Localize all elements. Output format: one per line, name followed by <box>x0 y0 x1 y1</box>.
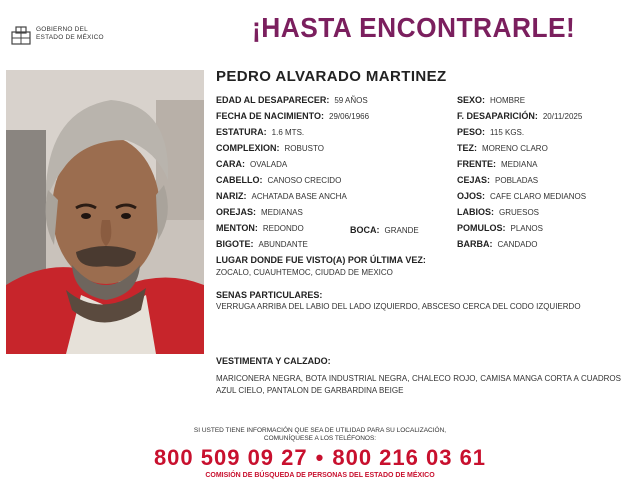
field-chin <box>216 223 304 233</box>
phone-separator: • <box>315 445 325 470</box>
commission-name: COMISIÓN DE BÚSQUEDA DE PERSONAS DEL ESTADO DE MÉXICO <box>205 472 435 479</box>
phone-number-1[interactable]: 800 509 09 27 <box>153 445 308 470</box>
distinguishing-marks-text: VERRUGA ARRIBA DEL LABIO DEL LADO IZQUIERDO, ABSCESO CERCA DEL CODO IZQUIERDO <box>216 302 581 311</box>
field-label: FECHA DE NACIMIENTO: <box>216 111 324 121</box>
field-label: MENTON: <box>216 223 258 233</box>
field-label: FRENTE: <box>457 159 496 169</box>
field-value: 59 AÑOS <box>334 96 368 105</box>
field-forehead <box>457 159 537 169</box>
headline: ¡HASTA ENCONTRARLE! <box>252 12 576 43</box>
field-label: BIGOTE: <box>216 239 254 249</box>
field-height <box>216 127 304 137</box>
field-value: CANDADO <box>497 240 538 249</box>
field-label: NARIZ: <box>216 191 247 201</box>
distinguishing-marks-title: SENAS PARTICULARES: <box>216 290 323 300</box>
field-age <box>216 95 368 105</box>
field-hair <box>216 175 341 185</box>
field-eyes <box>457 191 586 201</box>
phone-number-2[interactable]: 800 216 03 61 <box>332 445 487 470</box>
field-nose <box>216 191 347 201</box>
field-label: SEXO: <box>457 95 486 105</box>
field-value: 1.6 MTS. <box>271 128 305 137</box>
field-lips <box>457 207 539 217</box>
field-mustache <box>216 239 308 249</box>
field-birthdate <box>216 111 369 121</box>
field-build <box>216 143 324 153</box>
field-label: PESO: <box>457 127 486 137</box>
field-eyebrows <box>457 175 538 185</box>
field-label: COMPLEXION: <box>216 143 280 153</box>
field-label: EDAD AL DESAPARECER: <box>216 95 330 105</box>
field-label: OREJAS: <box>216 207 257 217</box>
field-value: 29/06/1966 <box>329 112 370 121</box>
field-label: BOCA: <box>350 225 380 235</box>
field-value: HOMBRE <box>490 96 526 105</box>
field-cheekbones <box>457 223 543 233</box>
field-disappearance-date <box>457 111 582 121</box>
field-value: REDONDO <box>262 224 304 233</box>
field-label: CEJAS: <box>457 175 491 185</box>
field-value: ACHATADA BASE ANCHA <box>251 192 347 201</box>
field-value: ABUNDANTE <box>258 240 308 249</box>
contact-note-line1: SI USTED TIENE INFORMACIÓN QUE SEA DE UTILIDAD PARA SU LOCALIZACIÓN, <box>193 427 447 434</box>
field-label: CABELLO: <box>216 175 263 185</box>
field-ears <box>216 207 303 217</box>
field-value: 115 KGS. <box>490 128 525 137</box>
field-value: PLANOS <box>510 224 543 233</box>
clothing-title: VESTIMENTA Y CALZADO: <box>216 356 331 366</box>
clothing-text: MARICONERA NEGRA, BOTA INDUSTRIAL NEGRA, CHALECO ROJO, CAMISA MANGA CORTA A CUADROS AZUL CIELO, PANTALON DE GARBARDINA BEIGE <box>216 374 621 395</box>
field-value: GRUESOS <box>499 208 540 217</box>
field-value: MEDIANAS <box>261 208 303 217</box>
field-label: TEZ: <box>457 143 477 153</box>
field-value: POBLADAS <box>495 176 539 185</box>
field-mouth <box>350 225 419 235</box>
field-label: OJOS: <box>457 191 486 201</box>
field-value: MORENO CLARO <box>482 144 548 153</box>
field-label: LABIOS: <box>457 207 494 217</box>
last-seen-title: LUGAR DONDE FUE VISTO(A) POR ÚLTIMA VEZ: <box>216 255 426 265</box>
person-name: PEDRO ALVARADO MARTINEZ <box>216 68 447 85</box>
field-value: CANOSO CRECIDO <box>267 176 342 185</box>
field-label: POMULOS: <box>457 223 506 233</box>
field-sex <box>457 95 525 105</box>
field-face <box>216 159 287 169</box>
field-label: CARA: <box>216 159 245 169</box>
government-line1: GOBIERNO DEL <box>36 26 88 33</box>
field-complexion <box>457 143 548 153</box>
field-beard <box>457 239 538 249</box>
field-value: MEDIANA <box>501 160 538 169</box>
field-label: F. DESAPARICIÓN: <box>457 111 538 121</box>
field-value: OVALADA <box>250 160 288 169</box>
government-line2: ESTADO DE MÉXICO <box>36 34 104 41</box>
field-label: ESTATURA: <box>216 127 267 137</box>
field-value: GRANDE <box>384 226 419 235</box>
person-photo <box>6 70 204 354</box>
state-seal-icon <box>10 24 32 46</box>
last-seen-text: ZOCALO, CUAUHTEMOC, CIUDAD DE MEXICO <box>216 268 393 277</box>
field-value: ROBUSTO <box>284 144 324 153</box>
contact-note-line2: COMUNÍQUESE A LOS TELÉFONOS: <box>263 435 377 442</box>
field-value: 20/11/2025 <box>542 112 583 121</box>
field-label: BARBA: <box>457 239 493 249</box>
field-value: CAFE CLARO MEDIANOS <box>490 192 587 201</box>
field-weight <box>457 127 524 137</box>
phone-numbers <box>0 445 640 471</box>
government-logo <box>10 24 120 46</box>
